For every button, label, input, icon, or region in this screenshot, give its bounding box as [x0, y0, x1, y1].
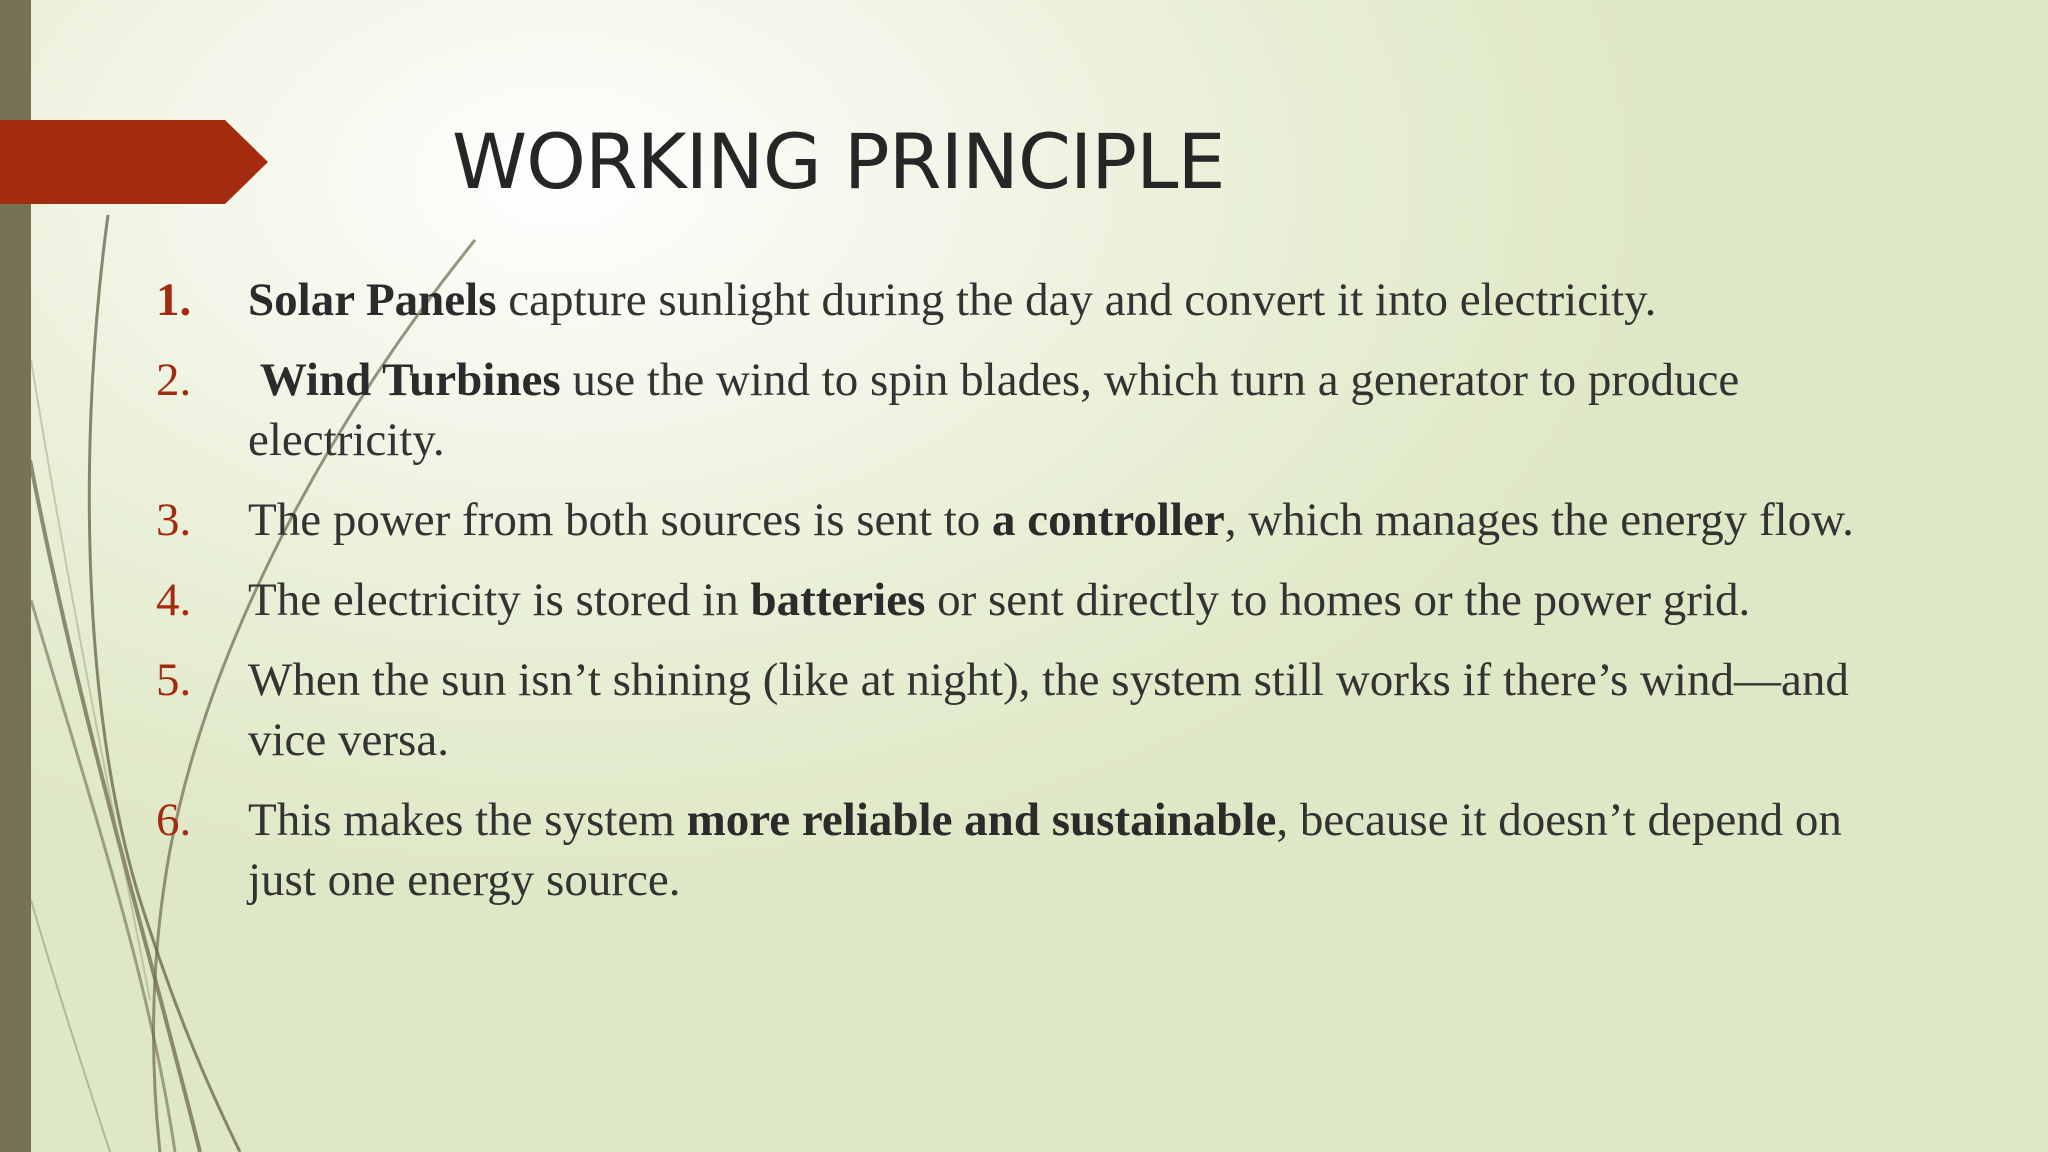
- list-item: [150, 270, 1910, 330]
- list-item-text: [248, 650, 1910, 770]
- list-item-number: 2.: [156, 354, 192, 406]
- list-item-number: 5.: [156, 654, 192, 706]
- list-item-lead: The electricity is stored in: [248, 574, 751, 626]
- list-item-bold: a controller: [992, 494, 1225, 546]
- list-item-rest: , because it doesn’t depend on just one energy source.: [248, 794, 1842, 906]
- list-item-lead: The power from both sources is sent to: [248, 494, 993, 546]
- list-item: [150, 790, 1910, 910]
- page-title: WORKING PRINCIPLE: [452, 117, 1225, 206]
- list-item-text: [248, 350, 1910, 470]
- list-item-rest: capture sunlight during the day and convert it into electricity.: [496, 274, 1657, 326]
- title-accent-flag: [0, 120, 270, 204]
- list-item-number: 3.: [156, 494, 192, 546]
- list-item-number: 1.: [156, 274, 192, 326]
- list-item-text: [248, 790, 1910, 910]
- list-item-number: 6.: [156, 794, 192, 846]
- list-item-rest: or sent directly to homes or the power grid.: [925, 574, 1751, 626]
- list-item-text: [248, 570, 1910, 630]
- list-item: [150, 570, 1910, 630]
- list-item-lead: When the sun isn’t shining (like at night), the system still works if there’s wind—and vice versa.: [248, 654, 1849, 766]
- list-item-bold: batteries: [750, 574, 926, 626]
- list-item-lead: [248, 354, 260, 406]
- list-item-text: [248, 270, 1910, 330]
- list-item: [150, 650, 1910, 770]
- list-item-bold: more reliable and sustainable: [686, 794, 1277, 846]
- list-item-text: [248, 490, 1910, 550]
- list-item: [150, 490, 1910, 550]
- list-item-bold: Wind Turbines: [259, 354, 561, 406]
- list-item-lead: This makes the system: [248, 794, 687, 846]
- principle-list: [150, 270, 1910, 930]
- list-item-rest: use the wind to spin blades, which turn a generator to produce electricity.: [248, 354, 1740, 466]
- list-item: [150, 350, 1910, 470]
- list-item-number: 4.: [156, 574, 192, 626]
- list-item-rest: , which manages the energy flow.: [1224, 494, 1854, 546]
- list-item-bold: Solar Panels: [248, 274, 497, 326]
